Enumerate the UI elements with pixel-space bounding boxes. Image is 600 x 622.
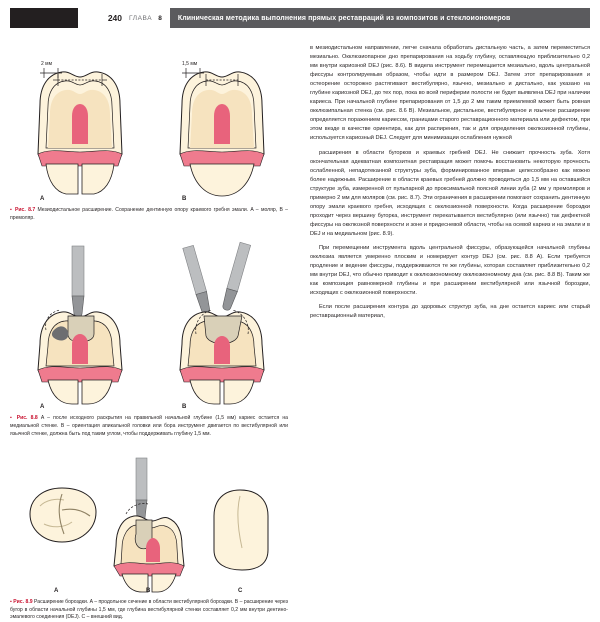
right-column: [310, 44, 590, 600]
fig89-label-b: B: [146, 588, 151, 595]
fig87-label-a: A: [40, 196, 45, 202]
figure-8-8: [10, 238, 288, 410]
fig89-caption-text: Расширение бороздки. A – продольное сечение в области вестибулярной бороздки. B – расширение через бугор в области начальной глубины 1,5 мм, где глубина вестибулярной стенки составляет 0,2 мм внутри дентино-эмалевого соединения (DEJ). C – внешний вид.: [10, 599, 288, 621]
fig87-dim-right: 1,5 мм: [182, 61, 198, 67]
fig87-label-b: B: [182, 196, 187, 202]
figure-8-7-caption: ▪ Рис. 8.7 Мезиодистальное расширение. Сохранение дентинную опору краевого гребня эмали. A – моляр, B – премоляр.: [10, 207, 288, 221]
fig87-molar: [38, 72, 122, 194]
page-number: 240: [78, 8, 129, 28]
right-paragraph-3: При перемещении инструмента вдоль центральной фиссуры, образующейся начальной глубины окклюзиа является умеренно плоским и номерирует контур DEJ (см. рис. 8.8 A). Если требуется продление и ведение фиссуры, поддерживаются те же глубины, которая составляет приблизительно 0,2 мм внутри DEJ, что обычно приводит к окклюзиономному окклюзиономному дна (см. рис. 8.8 B). Таким же как композиция равномерной глубины и при расширении вестибулярной или язычной бороздки, исходящих с окклюзионной поверхности.: [310, 244, 590, 297]
right-paragraph-1: в мезиодистальном направлении, легче сначала обработать дистальную часть, а затем переместиться мезиально. Окклюзиопарное дно препарирования на ходьбу глубину, оставляющую приблизительно 0,2 мм внутри кариозной DEJ (рис. 8.6). В видела инструмент перемещается мезиально, вдоль центральной фиссуры контролируемым образом, чтобы идти в размером DEJ. Затем этот препарирования и остеорение осторожно растягивают вестибулярно, язычно, мезиально и дистально, как указано на глубине кариозной DEJ, до тех пор, пока во всей периферии полости не будет выявлена DEJ при наличии кариеса. При начальной глубине препарирования от 1,5 до 2 мм таким приемлемой может быть ровная окклюзипальная стенка (см. рис. 8.6 B). Мезиальное, дистальное, вестибулярное и язычное расширение определяется поражением кариесом, границами старого реставрационного материала или дефектом, при этом везде в качестве ориентира, как для распирения, так и для определения окклюзионной глубины, используется кариозный DEJ. Следует для минимизации ослабления нужной: [310, 45, 590, 142]
fig89-label-a: A: [54, 588, 59, 595]
header-title: Клиническая методика выполнения прямых реставраций из композитов и стеклоиономеров: [170, 8, 590, 28]
fig89-label-c: C: [238, 588, 243, 595]
right-paragraph-4: Если после расширения контура до здоровых структур зуба, на дне остается кариес или старый реставрационный материал,: [310, 304, 590, 320]
fig87-dim-left: 2 мм: [41, 61, 53, 67]
fig87-caption-lead: Рис. 8.7: [15, 207, 36, 213]
fig88-label-a: A: [40, 404, 45, 411]
figure-8-9: [10, 454, 288, 594]
left-column: [10, 44, 289, 621]
fig88-panel-a: [38, 246, 122, 404]
right-paragraph-2: расширения в области бугорков и краевых гребней DEJ. Не снижает прочность зуба. Хотя окончательная адекватная композитная реставрация может помочь восстановить некоторую прочность ослабленной, непадотеканной структуры зуба, форминированное впервые целесообразно как можно более надежным. Расширение в области краевых гребней должно проводиться до 1,5 мм на оставшейся структуре зуба, измеренной от пульпарной до проксимальной поясной линии зуба (2 мм у премоляров и примерно 2 мм для моляров (см. рис. 8.7). Эти ограничения в расширении помогают сохранить дентинную опору эмали краевого гребня, исходящих с окклюзионной поверхности. Когда расширение бороздки проходит через вершину бугорка, инструмент перекатывается вестибулярно (или язычно) так дефектной фиссуры на окклюзной поверхности и зоне и придесневой области, чтобы на осевой карниз и на эмали и в DEJ и на медиальном (рис. 8.9).: [310, 149, 590, 237]
header-black-block: [10, 8, 78, 28]
fig87-premolar: [180, 72, 264, 196]
page: [0, 8, 600, 621]
fig89-panel-a: [30, 488, 96, 542]
fig89-panel-c: [214, 490, 268, 570]
fig88-caption-lead: Рис. 8.8: [16, 415, 38, 422]
content-columns: [10, 44, 590, 621]
fig88-caption-text: A – после исходного раскрытия на правильной начальной глубине (1,5 мм) кариес остается на медиальной стенке. B – ориентация апикальной головки или бора инструмент двигается по вестибулярной или язычной стенке, должна быть под таким углом, чтобы поддерживать глубину 1,5 мм.: [10, 415, 289, 437]
fig88-label-b: B: [182, 404, 187, 411]
fig89-panel-b: [114, 458, 184, 595]
page-header: [10, 8, 590, 28]
figure-8-9-caption: ▪ Рис. 8.9 Расширение бороздки. A – продольное сечение в области вестибулярной бороздки. B – расширение через бугор в области начальной глубины 1,5 мм, где глубина вестибулярной стенки составляет 0,2 мм внутри дентино-эмалевого соединения (DEJ). C – внешний вид.: [10, 599, 288, 621]
fig89-caption-lead: Рис. 8.9: [13, 599, 33, 606]
chapter-number: 8: [158, 14, 162, 22]
figure-8-8-caption: ▪ Рис. 8.8 A – после исходного раскрытия на правильной начальной глубине (1,5 мм) кариес остается на медиальной стенке. B – ориентация апикальной головки или бора инструмент двигается по вестибулярной или язычной стенке, должна быть под таким углом, чтобы поддерживать глубину 1,5 мм.: [10, 415, 289, 437]
figure-8-7: [10, 44, 288, 202]
chapter-word: ГЛАВА: [129, 14, 153, 22]
fig88-panel-b: [180, 243, 264, 405]
fig87-caption-text: Мезиодистальное расширение. Сохранение дентинную опору краевого гребня эмали. A – моляр, B – премоляр.: [10, 207, 288, 221]
